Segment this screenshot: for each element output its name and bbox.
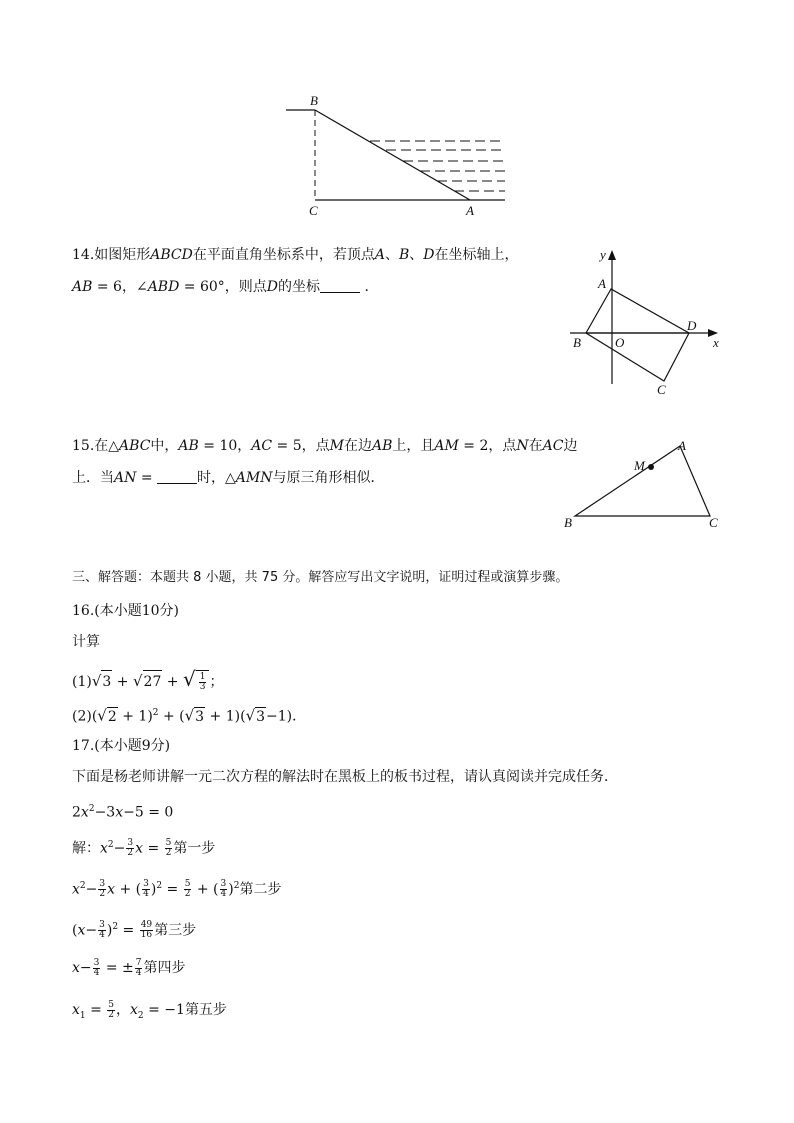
origin-label: O	[615, 335, 625, 350]
answer-blank[interactable]	[157, 471, 197, 484]
point-m-label: M	[634, 458, 645, 473]
q14-var: ABCD	[150, 247, 193, 263]
q17-var: x	[72, 881, 80, 898]
answer-blank[interactable]	[320, 280, 360, 293]
q16-text: (2)(	[72, 708, 98, 725]
q17-var: x	[115, 804, 124, 821]
numerator: 3	[99, 920, 105, 931]
q16-radicand: 27	[143, 670, 163, 693]
q17-text: = −1	[143, 1002, 185, 1018]
numerator: 3	[143, 879, 149, 890]
denominator: 4	[135, 967, 142, 978]
numerator: 3	[93, 957, 100, 968]
numerator: 5	[184, 879, 191, 890]
exponent: 2	[112, 922, 119, 932]
q15-text: 上，且	[392, 438, 435, 454]
q15-var: AB	[178, 438, 199, 454]
q16-radicand: 3	[256, 708, 266, 725]
fraction	[107, 1001, 115, 1020]
point-m	[648, 464, 654, 470]
q17-text: −	[85, 881, 98, 898]
step-label: 第二步	[239, 881, 282, 898]
q15-text: =	[136, 470, 158, 486]
q17-var: x	[80, 804, 89, 821]
q16-text: + (	[158, 708, 185, 725]
q17-text: −3	[94, 804, 116, 821]
q14-line1	[72, 246, 519, 264]
section-heading: 三、解答题：本题共 8 小题，共 75 分。解答应写出文字说明，证明过程或演算步骤。	[72, 570, 569, 585]
q17-text: )	[106, 922, 113, 939]
axis-x-label: x	[713, 335, 719, 350]
numerator: 7	[135, 957, 142, 968]
step-label: 第五步	[184, 1002, 227, 1018]
q15-var: AC	[542, 438, 564, 454]
rectangle-coordinate-figure	[560, 244, 730, 402]
step-label: 第三步	[154, 922, 197, 939]
q15-text: = 2，点	[458, 438, 517, 454]
fraction	[135, 959, 143, 978]
q15-var: AC	[251, 438, 273, 454]
q16-radicand: 2	[107, 708, 117, 725]
q14-var: D	[423, 247, 435, 263]
q17-text: 解：	[72, 840, 100, 857]
q17-text: =	[143, 840, 164, 857]
q17-var: x	[72, 1002, 80, 1018]
numerator: 5	[165, 838, 172, 849]
numerator: 1	[199, 671, 206, 682]
axis-y-label: y	[600, 247, 606, 262]
point-c-label: C	[657, 382, 666, 397]
q15-var: ABC	[119, 438, 151, 454]
q17-text: + (	[192, 881, 219, 898]
exponent: 2	[107, 840, 114, 850]
denominator: 2	[108, 1009, 115, 1020]
reservoir-slope-figure	[280, 90, 520, 220]
q17-text: −	[85, 922, 98, 939]
denominator: 2	[184, 889, 191, 900]
point-b-label: B	[564, 515, 572, 530]
q17-var: x	[72, 960, 80, 976]
q15-text: 中，	[150, 438, 179, 454]
numerator: 3	[99, 879, 106, 890]
exponent: 2	[79, 881, 86, 891]
fraction	[93, 959, 101, 978]
fraction	[184, 880, 192, 899]
point-c-label: C	[709, 515, 718, 530]
exponent: 2	[233, 881, 240, 891]
q15-line2	[72, 469, 385, 487]
q16-text: ；	[209, 674, 224, 690]
q17-text: =	[162, 881, 183, 898]
fraction	[142, 880, 150, 899]
q17-var: x	[135, 840, 144, 857]
fraction	[98, 880, 106, 899]
q17-equation	[72, 800, 173, 822]
q14-text: = 6，∠	[92, 279, 148, 295]
q16-text: + 1)(	[205, 708, 246, 725]
q14-var: A	[374, 247, 385, 263]
denominator: 4	[220, 889, 227, 900]
point-b-label: B	[573, 335, 581, 350]
numerator: 5	[108, 999, 115, 1010]
q14-text: 如图矩形	[94, 247, 151, 263]
q17-text: + (	[115, 881, 142, 898]
q15-var: AB	[372, 438, 393, 454]
q15-text: 在边	[344, 438, 372, 454]
q17-text: ，	[116, 1002, 131, 1018]
q17-header: 17.(本小题9分)	[72, 738, 171, 754]
triangle-abc-figure	[560, 436, 730, 534]
label-b: B	[310, 93, 318, 108]
denominator: 2	[165, 848, 172, 859]
step-label: 第一步	[173, 840, 216, 857]
q14-line2	[72, 278, 369, 296]
point-a-label: A	[678, 438, 686, 453]
q14-text: 、	[409, 247, 424, 263]
q15-text: = 5，点	[272, 438, 330, 454]
q15-text: 上．当	[72, 470, 114, 486]
fraction	[140, 921, 153, 940]
q15-var: AM	[434, 438, 459, 454]
q14-var: AB	[72, 279, 93, 295]
denominator: 2	[99, 889, 106, 900]
q17-var: x	[107, 881, 116, 898]
q16-radicand: 3	[101, 670, 112, 693]
q15-text: 在	[528, 438, 543, 454]
q16-text: −1)．	[266, 708, 307, 725]
q16-prompt: 计算	[72, 634, 100, 650]
q14-text: 在坐标轴上，	[434, 247, 519, 263]
subscript: 2	[137, 1010, 144, 1021]
numerator: 3	[220, 879, 227, 890]
q16-part1: (1)√3 + √27 + √ $\frac{1}{3}$ ；	[72, 667, 224, 692]
q17-intro: 下面是杨老师讲解一元二次方程的解法时在黑板上的板书过程，请认真阅读并完成任务．	[72, 769, 618, 785]
q16-part2: $(2)(√2 + 1)^2 + (√3 + 1)(√3-1)$．	[72, 706, 307, 725]
q17-step3	[72, 916, 196, 942]
fraction	[220, 880, 228, 899]
q17-text: =	[85, 1002, 107, 1018]
q17-text: −5 = 0	[123, 804, 174, 821]
denominator: 2	[127, 848, 134, 859]
q15-var: AMN	[235, 470, 273, 486]
q17-text: 2	[72, 804, 81, 821]
q17-var: x	[77, 922, 86, 939]
q17-text: )	[228, 881, 234, 898]
q17-text: −	[113, 840, 126, 857]
subscript: 1	[79, 1010, 86, 1021]
q14-text: 在平面直角坐标系中，若顶点	[192, 247, 375, 263]
label-a: A	[466, 203, 474, 218]
denominator: 4	[93, 967, 100, 978]
label-c: C	[309, 203, 318, 218]
q17-text: = ±	[101, 960, 134, 976]
q14-var: ABD	[147, 279, 180, 295]
denominator: 16	[140, 930, 153, 941]
q15-var: N	[516, 438, 529, 454]
q16-header: 16.(本小题10分)	[72, 603, 180, 619]
q17-text: =	[118, 922, 139, 939]
step-label: 第四步	[143, 960, 186, 976]
exponent: 2	[156, 881, 163, 891]
q17-text: −	[79, 960, 92, 976]
numerator: 3	[127, 838, 134, 849]
denominator: 4	[143, 889, 149, 900]
q14-var: D	[266, 279, 278, 295]
q15-var: AN	[114, 470, 137, 486]
q17-var: x	[100, 840, 108, 857]
fraction	[199, 673, 207, 692]
q16-text: + 1)	[117, 708, 153, 725]
q15-text: 在△	[94, 438, 120, 454]
q15-number: 15.	[72, 438, 95, 454]
q17-step1	[72, 834, 215, 860]
q17-step2	[72, 875, 281, 901]
point-a-label: A	[598, 276, 606, 291]
q16-text: +	[162, 674, 183, 690]
fraction	[98, 921, 106, 940]
q15-line1	[72, 437, 577, 455]
q14-number: 14.	[72, 247, 95, 263]
q14-text: = 60°，则点	[179, 279, 267, 295]
q15-var: M	[329, 438, 344, 454]
q14-text: 的坐标	[278, 279, 320, 295]
exponent: 2	[152, 708, 159, 718]
q15-text: 边	[563, 438, 578, 454]
numerator: 49	[140, 920, 153, 931]
denominator: 4	[99, 930, 105, 941]
q14-var: B	[399, 247, 410, 263]
q17-step5	[72, 999, 227, 1027]
q17-text: (	[72, 922, 78, 939]
exponent: 2	[88, 804, 95, 814]
q16-text: +	[112, 674, 133, 690]
q17-var: x	[130, 1002, 138, 1018]
q15-text: 与原三角形相似．	[272, 470, 385, 486]
q16-radicand: 3	[195, 708, 205, 725]
q15-text: = 10，	[198, 438, 252, 454]
q14-text: 、	[385, 247, 399, 263]
fraction	[126, 839, 134, 858]
q16-text: (1)	[72, 674, 92, 690]
q17-step4	[72, 957, 185, 979]
q15-text: 时，△	[197, 470, 236, 486]
fraction	[165, 839, 173, 858]
point-d-label: D	[687, 318, 697, 333]
q17-text: )	[150, 881, 157, 898]
q14-text: .	[360, 279, 369, 295]
denominator: 3	[199, 681, 206, 692]
